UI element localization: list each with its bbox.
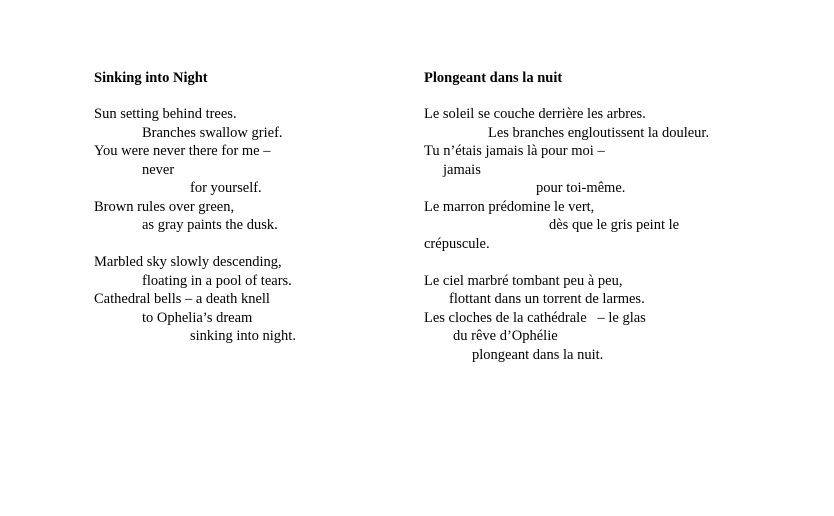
french-line: crépuscule. xyxy=(424,235,490,252)
french-poem xyxy=(424,67,804,364)
english-line: Cathedral bells – a death knell xyxy=(94,291,270,307)
french-line: Le ciel marbré tombant peu à peu, xyxy=(424,272,623,289)
english-line: as gray paints the dusk. xyxy=(142,217,278,233)
french-line: plongeant dans la nuit. xyxy=(472,346,604,363)
english-line: to Ophelia’s dream xyxy=(142,309,253,326)
french-line: pour toi-même. xyxy=(536,180,626,196)
english-line: You were never there for me – xyxy=(94,143,271,159)
english-poem xyxy=(94,67,394,346)
english-line: Branches swallow grief. xyxy=(142,124,283,141)
english-line: for yourself. xyxy=(190,180,262,196)
french-line: Le soleil se couche derrière les arbres. xyxy=(424,106,646,122)
french-line: flottant dans un torrent de larmes. xyxy=(449,291,645,307)
french-line: dès que le gris peint le xyxy=(549,217,680,233)
english-line: Sun setting behind trees. xyxy=(94,106,237,122)
english-line: Brown rules over green, xyxy=(94,198,235,215)
stanza-break xyxy=(424,253,804,272)
english-line: never xyxy=(142,161,175,178)
french-line: Le marron prédomine le vert, xyxy=(424,198,595,215)
english-line: Marbled sky slowly descending, xyxy=(94,254,282,270)
french-poem-title: Plongeant dans la nuit xyxy=(424,70,563,86)
english-line: sinking into night. xyxy=(190,328,296,344)
french-line: Tu n’étais jamais là pour moi – xyxy=(424,143,605,159)
stanza-break xyxy=(94,235,394,254)
english-line: floating in a pool of tears. xyxy=(142,272,292,289)
french-line: du rêve d’Ophélie xyxy=(453,328,558,344)
french-line: Les cloches de la cathédrale – le glas xyxy=(424,309,646,326)
english-poem-title: Sinking into Night xyxy=(94,70,208,86)
french-line: Les branches engloutissent la douleur. xyxy=(488,124,710,141)
french-line: jamais xyxy=(443,161,481,178)
